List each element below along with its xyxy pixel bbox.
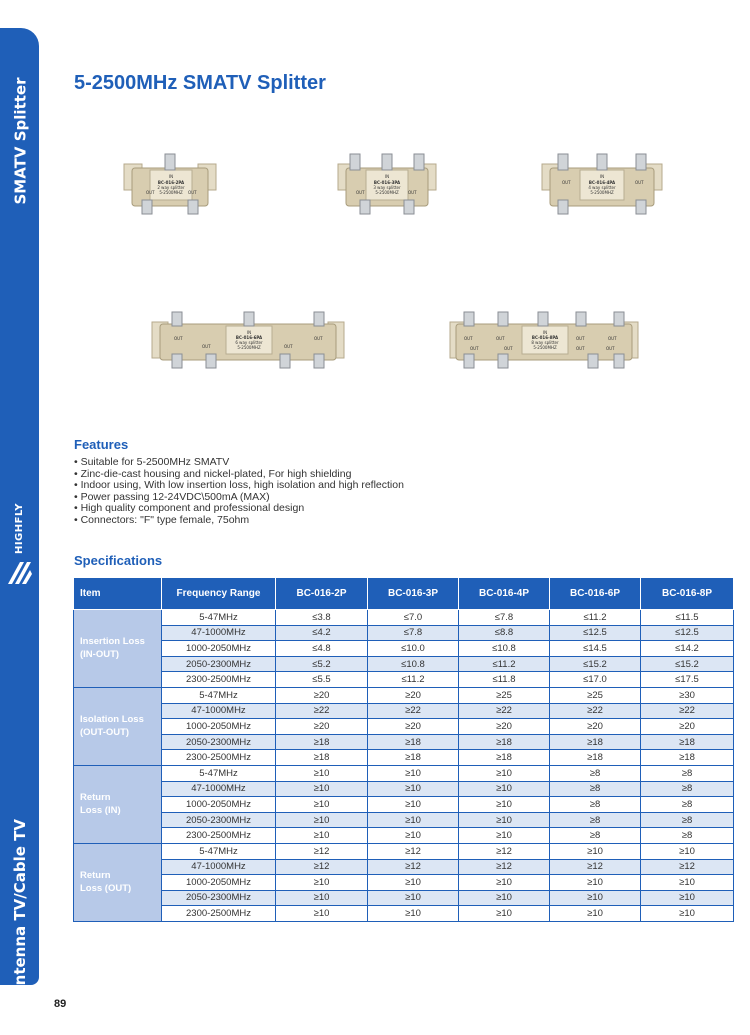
- product-label-out: OUT: [284, 344, 293, 349]
- product-label-out: OUT: [606, 346, 615, 351]
- features-list: [74, 457, 404, 526]
- frequency-cell: 1000-2050MHz: [162, 797, 276, 813]
- group-label-cell: [74, 843, 162, 921]
- value-cell: ≥8: [550, 812, 641, 828]
- frequency-cell: 2300-2500MHz: [162, 828, 276, 844]
- table-row: [74, 656, 734, 672]
- value-cell: ≥10: [550, 843, 641, 859]
- brand-logo-icon: [6, 558, 34, 588]
- value-cell: ≥10: [550, 890, 641, 906]
- value-cell: ≥10: [641, 875, 734, 891]
- value-cell: ≥10: [368, 781, 459, 797]
- table-row: [74, 781, 734, 797]
- value-cell: ≥10: [459, 890, 550, 906]
- value-cell: ≥12: [368, 859, 459, 875]
- product-label-model: BC-016-3PA: [373, 180, 401, 185]
- product-image-2way: [122, 150, 218, 222]
- product-image-3way: [336, 150, 438, 224]
- group-label-line: Loss (IN): [80, 805, 121, 817]
- table-row: [74, 734, 734, 750]
- group-label-line: (OUT-OUT): [80, 727, 130, 739]
- group-label-line: Return: [80, 870, 111, 882]
- column-header-frequency: Frequency Range: [162, 578, 276, 610]
- features-heading: Features: [74, 437, 129, 452]
- value-cell: ≤12.5: [550, 625, 641, 641]
- feature-item: • Zinc-die-cast housing and nickel-plated, For high shielding: [74, 469, 404, 481]
- value-cell: ≥10: [276, 797, 368, 813]
- table-row: [74, 890, 734, 906]
- value-cell: ≥8: [550, 765, 641, 781]
- value-cell: ≥8: [641, 812, 734, 828]
- group-label-cell: [74, 687, 162, 765]
- frequency-cell: 47-1000MHz: [162, 781, 276, 797]
- product-label-freq: 5-2500MHZ: [590, 190, 614, 195]
- group-label-line: Return: [80, 792, 111, 804]
- value-cell: ≤11.2: [550, 610, 641, 626]
- feature-item: • Suitable for 5-2500MHz SMATV: [74, 457, 404, 469]
- frequency-cell: 5-47MHz: [162, 687, 276, 703]
- frequency-cell: 2300-2500MHz: [162, 672, 276, 688]
- column-header-model: BC-016-3P: [368, 578, 459, 610]
- value-cell: ≤15.2: [550, 656, 641, 672]
- value-cell: ≥18: [459, 734, 550, 750]
- specifications-heading: Specifications: [74, 553, 163, 568]
- product-label-in: IN: [168, 174, 174, 179]
- frequency-cell: 47-1000MHz: [162, 625, 276, 641]
- product-label-out: OUT: [174, 336, 183, 341]
- value-cell: ≥10: [368, 875, 459, 891]
- product-label-out: OUT: [202, 344, 211, 349]
- product-label-out: OUT: [408, 190, 417, 195]
- value-cell: ≥10: [459, 781, 550, 797]
- sidebar-section-bottom: [2, 818, 38, 998]
- value-cell: ≥20: [550, 719, 641, 735]
- value-cell: ≤5.5: [276, 672, 368, 688]
- value-cell: ≥10: [641, 843, 734, 859]
- feature-item: • Connectors: "F" type female, 75ohm: [74, 515, 404, 527]
- value-cell: ≥10: [368, 797, 459, 813]
- product-label-desc: 8 way splitter: [531, 340, 559, 345]
- value-cell: ≥10: [459, 875, 550, 891]
- product-label-out: OUT: [576, 336, 585, 341]
- page-title: 5-2500MHz SMATV Splitter: [74, 72, 326, 94]
- value-cell: ≥18: [550, 750, 641, 766]
- column-header-model: BC-016-2P: [276, 578, 368, 610]
- value-cell: ≥18: [368, 750, 459, 766]
- value-cell: ≥25: [550, 687, 641, 703]
- value-cell: ≥10: [368, 906, 459, 922]
- table-row: [74, 703, 734, 719]
- table-body: [74, 610, 734, 922]
- product-label-in: IN: [542, 330, 548, 335]
- value-cell: ≥30: [641, 687, 734, 703]
- frequency-cell: 5-47MHz: [162, 843, 276, 859]
- product-label-model: BC-016-2PA: [157, 180, 185, 185]
- product-label-out: OUT: [314, 336, 323, 341]
- product-label-desc: 2 way splitter: [157, 185, 185, 190]
- page-number: 89: [54, 998, 67, 1010]
- table-row: [74, 625, 734, 641]
- value-cell: ≥10: [368, 812, 459, 828]
- table-row: [74, 765, 734, 781]
- value-cell: ≥10: [459, 906, 550, 922]
- value-cell: ≥8: [641, 828, 734, 844]
- value-cell: ≥18: [276, 750, 368, 766]
- value-cell: ≥10: [459, 765, 550, 781]
- value-cell: ≥20: [276, 719, 368, 735]
- value-cell: ≤3.8: [276, 610, 368, 626]
- frequency-cell: 2050-2300MHz: [162, 890, 276, 906]
- value-cell: ≥8: [550, 828, 641, 844]
- value-cell: ≤4.8: [276, 641, 368, 657]
- frequency-cell: 2050-2300MHz: [162, 656, 276, 672]
- group-label-line: Loss (OUT): [80, 883, 132, 895]
- value-cell: ≤7.8: [368, 625, 459, 641]
- value-cell: ≤15.2: [641, 656, 734, 672]
- value-cell: ≥10: [276, 765, 368, 781]
- value-cell: ≥18: [641, 750, 734, 766]
- value-cell: ≥12: [641, 859, 734, 875]
- product-label-freq: 5-2500MHZ: [533, 345, 557, 350]
- value-cell: ≤14.5: [550, 641, 641, 657]
- brand-logo-text: HIGHFLY: [14, 502, 26, 554]
- sidebar: [0, 28, 39, 997]
- value-cell: ≥10: [368, 890, 459, 906]
- product-label-out: OUT: [146, 190, 155, 195]
- value-cell: ≥8: [550, 781, 641, 797]
- value-cell: ≥10: [276, 781, 368, 797]
- feature-item: • High quality component and professional design: [74, 503, 404, 515]
- value-cell: ≥8: [641, 781, 734, 797]
- frequency-cell: 2050-2300MHz: [162, 734, 276, 750]
- specifications-table: [73, 577, 734, 922]
- product-label-freq: 5-2500MHZ: [159, 190, 183, 195]
- table-row: [74, 719, 734, 735]
- value-cell: ≤5.2: [276, 656, 368, 672]
- value-cell: ≥18: [368, 734, 459, 750]
- product-label-out: OUT: [470, 346, 479, 351]
- product-label-freq: 5-2500MHZ: [237, 345, 261, 350]
- table-row: [74, 843, 734, 859]
- value-cell: ≥20: [368, 687, 459, 703]
- value-cell: ≤17.0: [550, 672, 641, 688]
- feature-item: • Indoor using, With low insertion loss, high isolation and high reflection: [74, 480, 404, 492]
- product-label-desc: 3 way splitter: [373, 185, 401, 190]
- value-cell: ≥10: [641, 906, 734, 922]
- column-header-item: Item: [74, 578, 162, 610]
- product-label-desc: 6 way splitter: [235, 340, 263, 345]
- product-label-in: IN: [599, 174, 605, 179]
- value-cell: ≥22: [459, 703, 550, 719]
- column-header-model: BC-016-6P: [550, 578, 641, 610]
- value-cell: ≥10: [276, 906, 368, 922]
- value-cell: ≥22: [276, 703, 368, 719]
- product-label-out: OUT: [356, 190, 365, 195]
- value-cell: ≥10: [368, 765, 459, 781]
- frequency-cell: 47-1000MHz: [162, 859, 276, 875]
- product-label-out: OUT: [496, 336, 505, 341]
- table-row: [74, 750, 734, 766]
- value-cell: ≥22: [550, 703, 641, 719]
- product-label-out: OUT: [608, 336, 617, 341]
- table-row: [74, 687, 734, 703]
- table-row: [74, 610, 734, 626]
- value-cell: ≤11.2: [368, 672, 459, 688]
- product-label-out: OUT: [576, 346, 585, 351]
- value-cell: ≤7.0: [368, 610, 459, 626]
- frequency-cell: 5-47MHz: [162, 765, 276, 781]
- value-cell: ≥10: [276, 828, 368, 844]
- table-row: [74, 672, 734, 688]
- value-cell: ≥10: [276, 890, 368, 906]
- frequency-cell: 1000-2050MHz: [162, 875, 276, 891]
- table-row: [74, 875, 734, 891]
- product-label-model: BC-016-8PA: [531, 335, 559, 340]
- value-cell: ≥18: [276, 734, 368, 750]
- value-cell: ≥18: [641, 734, 734, 750]
- group-label-line: (IN-OUT): [80, 649, 120, 661]
- frequency-cell: 1000-2050MHz: [162, 641, 276, 657]
- value-cell: ≥20: [368, 719, 459, 735]
- table-row: [74, 797, 734, 813]
- column-header-model: BC-016-4P: [459, 578, 550, 610]
- value-cell: ≤17.5: [641, 672, 734, 688]
- value-cell: ≤8.8: [459, 625, 550, 641]
- value-cell: ≥22: [641, 703, 734, 719]
- product-image-6way: [150, 308, 346, 372]
- product-label-out: OUT: [504, 346, 513, 351]
- frequency-cell: 2050-2300MHz: [162, 812, 276, 828]
- value-cell: ≤10.8: [368, 656, 459, 672]
- value-cell: ≥10: [550, 906, 641, 922]
- group-label-line: Insertion Loss: [80, 636, 145, 648]
- feature-item: • Power passing 12-24VDC\500mA (MAX): [74, 492, 404, 504]
- value-cell: ≥12: [550, 859, 641, 875]
- value-cell: ≤10.0: [368, 641, 459, 657]
- value-cell: ≤11.5: [641, 610, 734, 626]
- value-cell: ≥18: [459, 750, 550, 766]
- value-cell: ≤10.8: [459, 641, 550, 657]
- value-cell: ≥10: [641, 890, 734, 906]
- value-cell: ≤11.8: [459, 672, 550, 688]
- value-cell: ≤4.2: [276, 625, 368, 641]
- product-label-in: IN: [246, 330, 252, 335]
- product-label-desc: 4 way splitter: [588, 185, 616, 190]
- brand-logo: [4, 498, 36, 593]
- table-header-row: [74, 578, 734, 610]
- product-label-freq: 5-2500MHZ: [375, 190, 399, 195]
- value-cell: ≥22: [368, 703, 459, 719]
- frequency-cell: 5-47MHz: [162, 610, 276, 626]
- value-cell: ≥20: [459, 719, 550, 735]
- value-cell: ≤12.5: [641, 625, 734, 641]
- value-cell: ≥10: [276, 875, 368, 891]
- value-cell: ≤11.2: [459, 656, 550, 672]
- frequency-cell: 2300-2500MHz: [162, 906, 276, 922]
- value-cell: ≥8: [641, 797, 734, 813]
- value-cell: ≥12: [459, 859, 550, 875]
- value-cell: ≥12: [368, 843, 459, 859]
- frequency-cell: 1000-2050MHz: [162, 719, 276, 735]
- value-cell: ≥20: [276, 687, 368, 703]
- product-label-in: IN: [384, 174, 390, 179]
- value-cell: ≥12: [276, 843, 368, 859]
- value-cell: ≥10: [459, 812, 550, 828]
- value-cell: ≥10: [550, 875, 641, 891]
- value-cell: ≤14.2: [641, 641, 734, 657]
- value-cell: ≥25: [459, 687, 550, 703]
- value-cell: ≥10: [459, 797, 550, 813]
- value-cell: ≥10: [368, 828, 459, 844]
- column-header-model: BC-016-8P: [641, 578, 734, 610]
- table-row: [74, 859, 734, 875]
- value-cell: ≥8: [550, 797, 641, 813]
- product-image-8way: [448, 308, 640, 372]
- value-cell: ≥10: [459, 828, 550, 844]
- table-row: [74, 906, 734, 922]
- value-cell: ≥8: [641, 765, 734, 781]
- frequency-cell: 47-1000MHz: [162, 703, 276, 719]
- frequency-cell: 2300-2500MHz: [162, 750, 276, 766]
- value-cell: ≥12: [459, 843, 550, 859]
- value-cell: ≥10: [276, 812, 368, 828]
- sidebar-section-bottom-label: Antenna TV/Cable TV: [11, 819, 29, 997]
- sidebar-section-top-label: SMATV Splitter: [11, 77, 30, 205]
- value-cell: ≥20: [641, 719, 734, 735]
- product-label-out: OUT: [635, 180, 644, 185]
- product-label-model: BC-016-4PA: [588, 180, 616, 185]
- product-label-out: OUT: [562, 180, 571, 185]
- product-label-model: BC-016-6PA: [235, 335, 263, 340]
- table-row: [74, 828, 734, 844]
- product-label-out: OUT: [188, 190, 197, 195]
- value-cell: ≤7.8: [459, 610, 550, 626]
- table-row: [74, 812, 734, 828]
- value-cell: ≥12: [276, 859, 368, 875]
- group-label-cell: [74, 610, 162, 688]
- product-label-out: OUT: [464, 336, 473, 341]
- value-cell: ≥18: [550, 734, 641, 750]
- group-label-line: Isolation Loss: [80, 714, 144, 726]
- group-label-cell: [74, 765, 162, 843]
- table-row: [74, 641, 734, 657]
- sidebar-section-top: [2, 66, 38, 216]
- product-image-4way: [540, 150, 664, 222]
